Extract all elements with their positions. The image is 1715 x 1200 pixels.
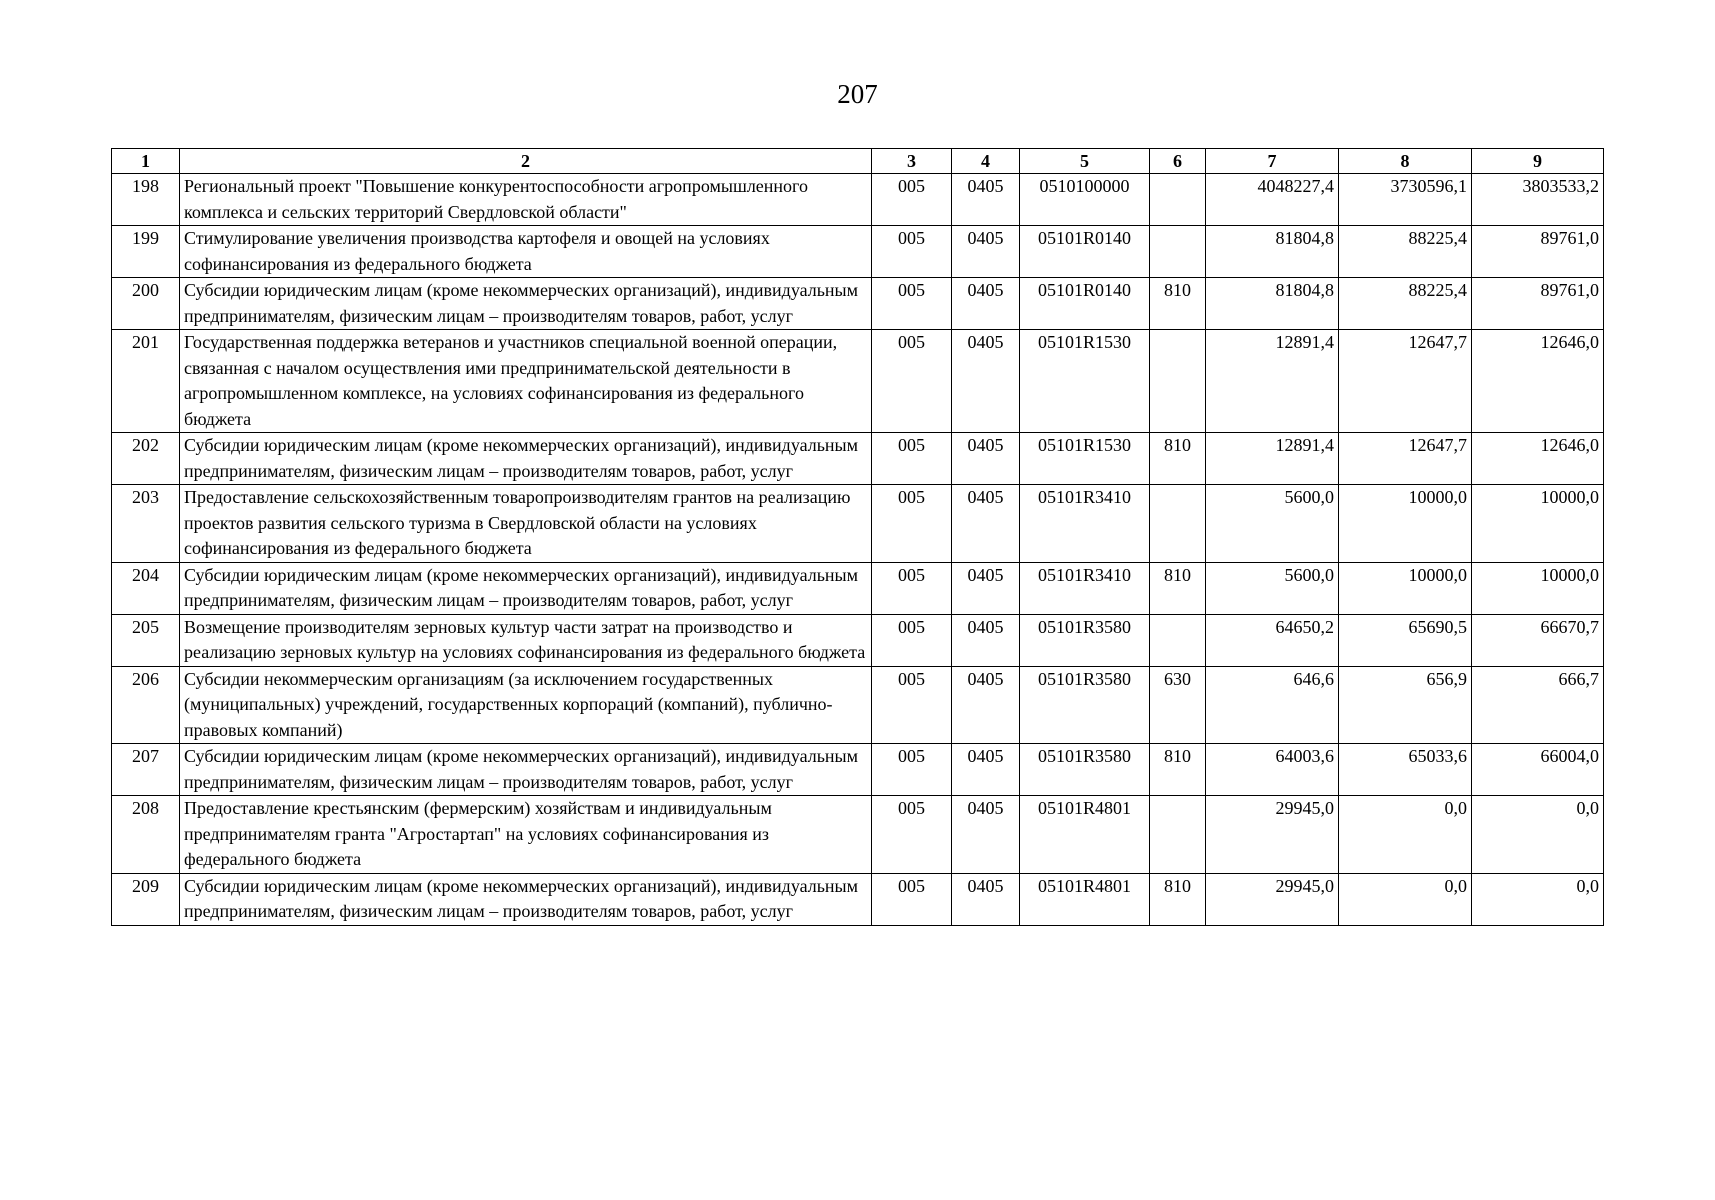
amount-col7: 646,6 xyxy=(1206,666,1339,744)
section-code: 0405 xyxy=(952,796,1020,874)
ministry-code: 005 xyxy=(872,562,952,614)
section-code: 0405 xyxy=(952,330,1020,433)
amount-col8: 10000,0 xyxy=(1339,562,1472,614)
column-header: 8 xyxy=(1339,149,1472,174)
expense-type-code: 810 xyxy=(1150,433,1206,485)
amount-col7: 12891,4 xyxy=(1206,330,1339,433)
amount-col7: 5600,0 xyxy=(1206,485,1339,563)
ministry-code: 005 xyxy=(872,873,952,925)
section-code: 0405 xyxy=(952,744,1020,796)
table-row xyxy=(112,174,1604,226)
section-code: 0405 xyxy=(952,278,1020,330)
row-name: Субсидии юридическим лицам (кроме некоммерческих организаций), индивидуальным предпринимателям, физическим лицам – производителям товаров, работ, услуг xyxy=(180,873,872,925)
table-row xyxy=(112,433,1604,485)
header-row xyxy=(112,149,1604,174)
amount-col9: 89761,0 xyxy=(1472,278,1604,330)
expense-type-code xyxy=(1150,796,1206,874)
row-number: 198 xyxy=(112,174,180,226)
amount-col9: 12646,0 xyxy=(1472,330,1604,433)
amount-col8: 10000,0 xyxy=(1339,485,1472,563)
section-code: 0405 xyxy=(952,614,1020,666)
target-article-code: 05101R4801 xyxy=(1020,796,1150,874)
expense-type-code xyxy=(1150,614,1206,666)
target-article-code: 05101R4801 xyxy=(1020,873,1150,925)
section-code: 0405 xyxy=(952,562,1020,614)
row-number: 202 xyxy=(112,433,180,485)
row-number: 204 xyxy=(112,562,180,614)
expense-type-code: 810 xyxy=(1150,873,1206,925)
amount-col8: 0,0 xyxy=(1339,873,1472,925)
table-row xyxy=(112,666,1604,744)
column-header: 3 xyxy=(872,149,952,174)
row-number: 205 xyxy=(112,614,180,666)
column-header: 7 xyxy=(1206,149,1339,174)
ministry-code: 005 xyxy=(872,330,952,433)
expense-type-code xyxy=(1150,330,1206,433)
ministry-code: 005 xyxy=(872,666,952,744)
table-row xyxy=(112,796,1604,874)
page-number: 207 xyxy=(837,79,878,109)
amount-col9: 0,0 xyxy=(1472,796,1604,874)
row-name: Государственная поддержка ветеранов и участников специальной военной операции, связанная с началом осуществления ими предпринимательской деятельности в агропромышленном комплексе, на условиях софинансирования из федерального бюджета xyxy=(180,330,872,433)
amount-col8: 12647,7 xyxy=(1339,330,1472,433)
table-row xyxy=(112,278,1604,330)
row-name: Возмещение производителям зерновых культур части затрат на производство и реализацию зерновых культур на условиях софинансирования из федерального бюджета xyxy=(180,614,872,666)
amount-col7: 81804,8 xyxy=(1206,278,1339,330)
amount-col9: 0,0 xyxy=(1472,873,1604,925)
ministry-code: 005 xyxy=(872,614,952,666)
table-row xyxy=(112,562,1604,614)
amount-col9: 3803533,2 xyxy=(1472,174,1604,226)
column-header: 6 xyxy=(1150,149,1206,174)
row-name: Субсидии некоммерческим организациям (за исключением государственных (муниципальных) учреждений, государственных корпораций (компаний), публично-правовых компаний) xyxy=(180,666,872,744)
ministry-code: 005 xyxy=(872,433,952,485)
expense-type-code xyxy=(1150,174,1206,226)
section-code: 0405 xyxy=(952,433,1020,485)
section-code: 0405 xyxy=(952,873,1020,925)
amount-col9: 66670,7 xyxy=(1472,614,1604,666)
section-code: 0405 xyxy=(952,485,1020,563)
amount-col8: 12647,7 xyxy=(1339,433,1472,485)
target-article-code: 05101R1530 xyxy=(1020,433,1150,485)
target-article-code: 05101R0140 xyxy=(1020,278,1150,330)
target-article-code: 05101R3580 xyxy=(1020,614,1150,666)
table-row xyxy=(112,744,1604,796)
target-article-code: 05101R3410 xyxy=(1020,562,1150,614)
table-row xyxy=(112,226,1604,278)
amount-col8: 656,9 xyxy=(1339,666,1472,744)
amount-col9: 89761,0 xyxy=(1472,226,1604,278)
amount-col7: 12891,4 xyxy=(1206,433,1339,485)
target-article-code: 05101R1530 xyxy=(1020,330,1150,433)
amount-col7: 64650,2 xyxy=(1206,614,1339,666)
row-number: 208 xyxy=(112,796,180,874)
table-row xyxy=(112,614,1604,666)
target-article-code: 05101R3580 xyxy=(1020,666,1150,744)
row-name: Предоставление крестьянским (фермерским) хозяйствам и индивидуальным предпринимателям гранта "Агростартап" на условиях софинансирования из федерального бюджета xyxy=(180,796,872,874)
column-header: 4 xyxy=(952,149,1020,174)
row-name: Региональный проект "Повышение конкурентоспособности агропромышленного комплекса и сельских территорий Свердловской области" xyxy=(180,174,872,226)
target-article-code: 05101R3410 xyxy=(1020,485,1150,563)
amount-col7: 29945,0 xyxy=(1206,796,1339,874)
section-code: 0405 xyxy=(952,226,1020,278)
row-number: 200 xyxy=(112,278,180,330)
amount-col9: 66004,0 xyxy=(1472,744,1604,796)
row-name: Субсидии юридическим лицам (кроме некоммерческих организаций), индивидуальным предпринимателям, физическим лицам – производителям товаров, работ, услуг xyxy=(180,278,872,330)
target-article-code: 05101R0140 xyxy=(1020,226,1150,278)
amount-col7: 4048227,4 xyxy=(1206,174,1339,226)
row-name: Субсидии юридическим лицам (кроме некоммерческих организаций), индивидуальным предпринимателям, физическим лицам – производителям товаров, работ, услуг xyxy=(180,433,872,485)
amount-col7: 5600,0 xyxy=(1206,562,1339,614)
row-number: 199 xyxy=(112,226,180,278)
ministry-code: 005 xyxy=(872,226,952,278)
ministry-code: 005 xyxy=(872,174,952,226)
row-name: Субсидии юридическим лицам (кроме некоммерческих организаций), индивидуальным предпринимателям, физическим лицам – производителям товаров, работ, услуг xyxy=(180,744,872,796)
amount-col8: 3730596,1 xyxy=(1339,174,1472,226)
amount-col9: 10000,0 xyxy=(1472,485,1604,563)
column-header: 5 xyxy=(1020,149,1150,174)
row-number: 207 xyxy=(112,744,180,796)
target-article-code: 0510100000 xyxy=(1020,174,1150,226)
row-name: Субсидии юридическим лицам (кроме некоммерческих организаций), индивидуальным предпринимателям, физическим лицам – производителям товаров, работ, услуг xyxy=(180,562,872,614)
expense-type-code: 810 xyxy=(1150,562,1206,614)
section-code: 0405 xyxy=(952,666,1020,744)
budget-table xyxy=(111,148,1604,926)
amount-col9: 10000,0 xyxy=(1472,562,1604,614)
expense-type-code: 810 xyxy=(1150,744,1206,796)
amount-col7: 29945,0 xyxy=(1206,873,1339,925)
column-header: 2 xyxy=(180,149,872,174)
row-number: 206 xyxy=(112,666,180,744)
amount-col7: 64003,6 xyxy=(1206,744,1339,796)
section-code: 0405 xyxy=(952,174,1020,226)
row-number: 203 xyxy=(112,485,180,563)
expense-type-code: 810 xyxy=(1150,278,1206,330)
expense-type-code xyxy=(1150,226,1206,278)
row-name: Предоставление сельскохозяйственным товаропроизводителям грантов на реализацию проектов развития сельского туризма в Свердловской области на условиях софинансирования из федерального бюджета xyxy=(180,485,872,563)
amount-col8: 65690,5 xyxy=(1339,614,1472,666)
expense-type-code xyxy=(1150,485,1206,563)
amount-col8: 88225,4 xyxy=(1339,226,1472,278)
expense-type-code: 630 xyxy=(1150,666,1206,744)
target-article-code: 05101R3580 xyxy=(1020,744,1150,796)
row-number: 209 xyxy=(112,873,180,925)
ministry-code: 005 xyxy=(872,278,952,330)
amount-col8: 88225,4 xyxy=(1339,278,1472,330)
amount-col9: 12646,0 xyxy=(1472,433,1604,485)
table-row xyxy=(112,330,1604,433)
column-header: 9 xyxy=(1472,149,1604,174)
ministry-code: 005 xyxy=(872,744,952,796)
amount-col8: 0,0 xyxy=(1339,796,1472,874)
amount-col7: 81804,8 xyxy=(1206,226,1339,278)
ministry-code: 005 xyxy=(872,485,952,563)
amount-col8: 65033,6 xyxy=(1339,744,1472,796)
row-name: Стимулирование увеличения производства картофеля и овощей на условиях софинансирования из федерального бюджета xyxy=(180,226,872,278)
row-number: 201 xyxy=(112,330,180,433)
column-header: 1 xyxy=(112,149,180,174)
table-row xyxy=(112,873,1604,925)
ministry-code: 005 xyxy=(872,796,952,874)
table-row xyxy=(112,485,1604,563)
amount-col9: 666,7 xyxy=(1472,666,1604,744)
